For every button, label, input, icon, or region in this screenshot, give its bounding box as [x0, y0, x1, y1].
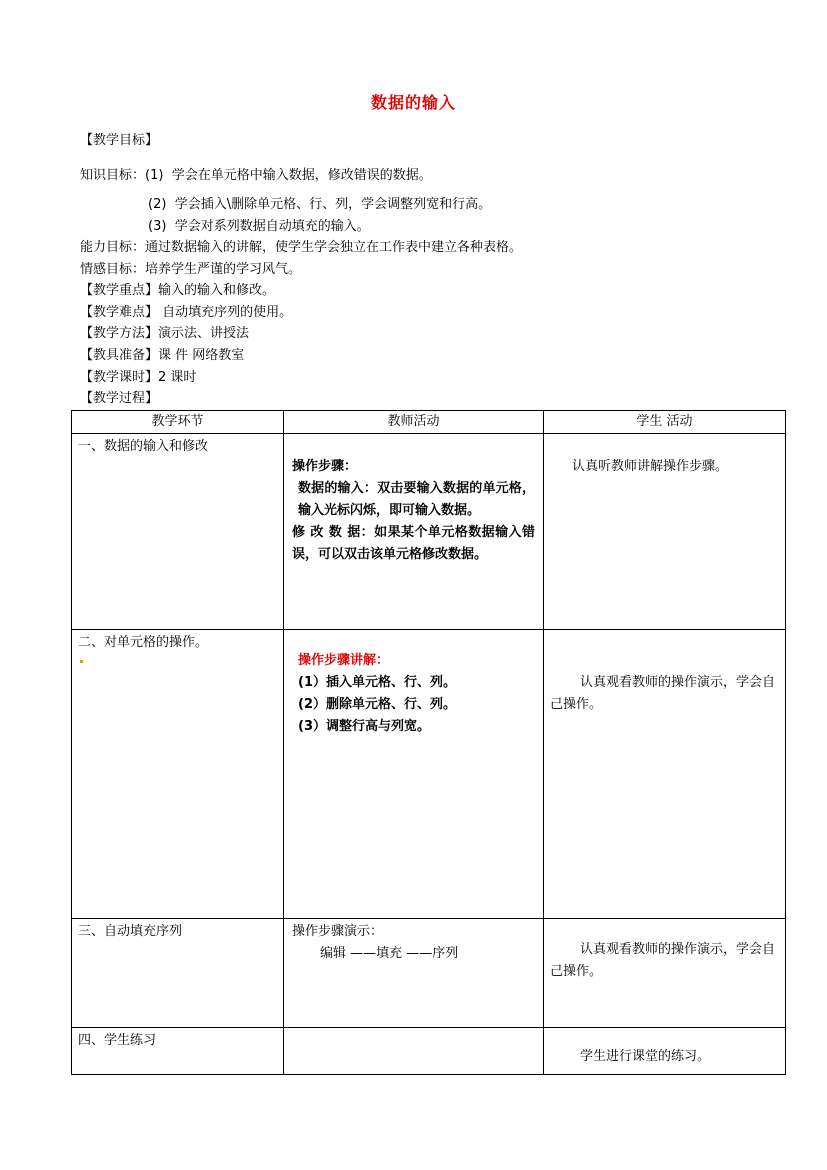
table-row	[72, 919, 786, 1028]
teacher-cell	[284, 1028, 544, 1075]
student-activity: 认真观看教师的操作演示，学会自己操作。	[550, 942, 776, 979]
process-heading: 【教学过程】	[80, 391, 159, 406]
knowledge-text-2: 学会插入\删除单元格、行、列，学会调整列宽和行高。	[174, 197, 492, 212]
student-activity: 认真观看教师的操作演示，学会自己操作。	[550, 675, 776, 712]
class-hours: 【教学课时】2 课时	[80, 370, 197, 385]
teacher-cell	[284, 630, 544, 919]
marker-dot	[80, 660, 83, 663]
table-row	[72, 1028, 786, 1075]
teacher-item: (1）插入单元格、行、列。	[298, 675, 456, 690]
header-stage: 教学环节	[72, 411, 284, 434]
emotion-objective: 情感目标：培养学生严谨的学习风气。	[80, 262, 302, 277]
teacher-cell	[284, 434, 544, 630]
student-cell	[544, 434, 786, 630]
knowledge-objective-1	[80, 167, 432, 185]
ability-objective: 能力目标：通过数据输入的讲解，使学生学会独立在工作表中建立各种表格。	[80, 240, 523, 255]
stage-cell: 三、自动填充序列	[72, 919, 284, 1028]
student-activity: 学生进行课堂的练习。	[580, 1049, 711, 1064]
objectives-heading: 【教学目标】	[80, 133, 159, 148]
teacher-item: (2）删除单元格、行、列。	[298, 697, 456, 712]
teacher-line-text: 双击要输入数据的单元格，输入光标闪烁，即可输入数据。	[298, 481, 535, 518]
equipment: 【教具准备】课 件 网络教室	[80, 348, 245, 363]
teacher-line	[292, 522, 535, 566]
student-cell	[544, 630, 786, 919]
teacher-heading: 操作步骤讲解：	[298, 653, 390, 668]
table-header-row	[72, 411, 786, 434]
knowledge-label: 知识目标：	[80, 168, 146, 183]
key-point: 【教学重点】输入的输入和修改。	[80, 283, 276, 298]
table-row	[72, 434, 786, 630]
student-cell	[544, 1028, 786, 1075]
stage-cell: 四、学生练习	[72, 1028, 284, 1075]
stage-cell: 一、数据的输入和修改	[72, 434, 284, 630]
stage-cell	[72, 630, 284, 919]
teacher-heading: 操作步骤演示：	[292, 924, 384, 939]
difficulty: 【教学难点】 自动填充序列的使用。	[80, 305, 293, 320]
knowledge-num-1: (1)	[145, 168, 164, 183]
teacher-line-label: 数据的输入：	[298, 481, 378, 496]
table-row	[72, 630, 786, 919]
stage-text: 二、对单元格的操作。	[78, 635, 209, 650]
knowledge-text-3: 学会对系列数据自动填充的输入。	[174, 219, 370, 234]
knowledge-objective-3	[148, 218, 370, 236]
knowledge-num-2: (2)	[148, 197, 167, 212]
document-title: 数据的输入	[370, 93, 456, 112]
teacher-item: (3）调整行高与列宽。	[298, 719, 430, 734]
header-student: 学生 活动	[544, 411, 786, 434]
teaching-method: 【教学方法】演示法、讲授法	[80, 326, 250, 341]
teacher-line	[292, 478, 535, 522]
student-cell	[544, 919, 786, 1028]
teacher-menu-path: 编辑 ——填充 ——序列	[320, 946, 459, 961]
header-teacher: 教师活动	[284, 411, 544, 434]
knowledge-objective-2	[148, 196, 491, 214]
teacher-heading: 操作步骤：	[292, 459, 358, 474]
teacher-line-label: 修 改 数 据：	[292, 525, 375, 540]
teacher-cell	[284, 919, 544, 1028]
teacher-line-text: 如果某个单元格数据输入错误，可以双击该单元格修改数据。	[292, 525, 535, 562]
lesson-table	[71, 410, 786, 1075]
knowledge-text-1: 学会在单元格中输入数据，修改错误的数据。	[171, 168, 432, 183]
student-activity: 认真听教师讲解操作步骤。	[572, 459, 729, 474]
knowledge-num-3: (3)	[148, 219, 167, 234]
